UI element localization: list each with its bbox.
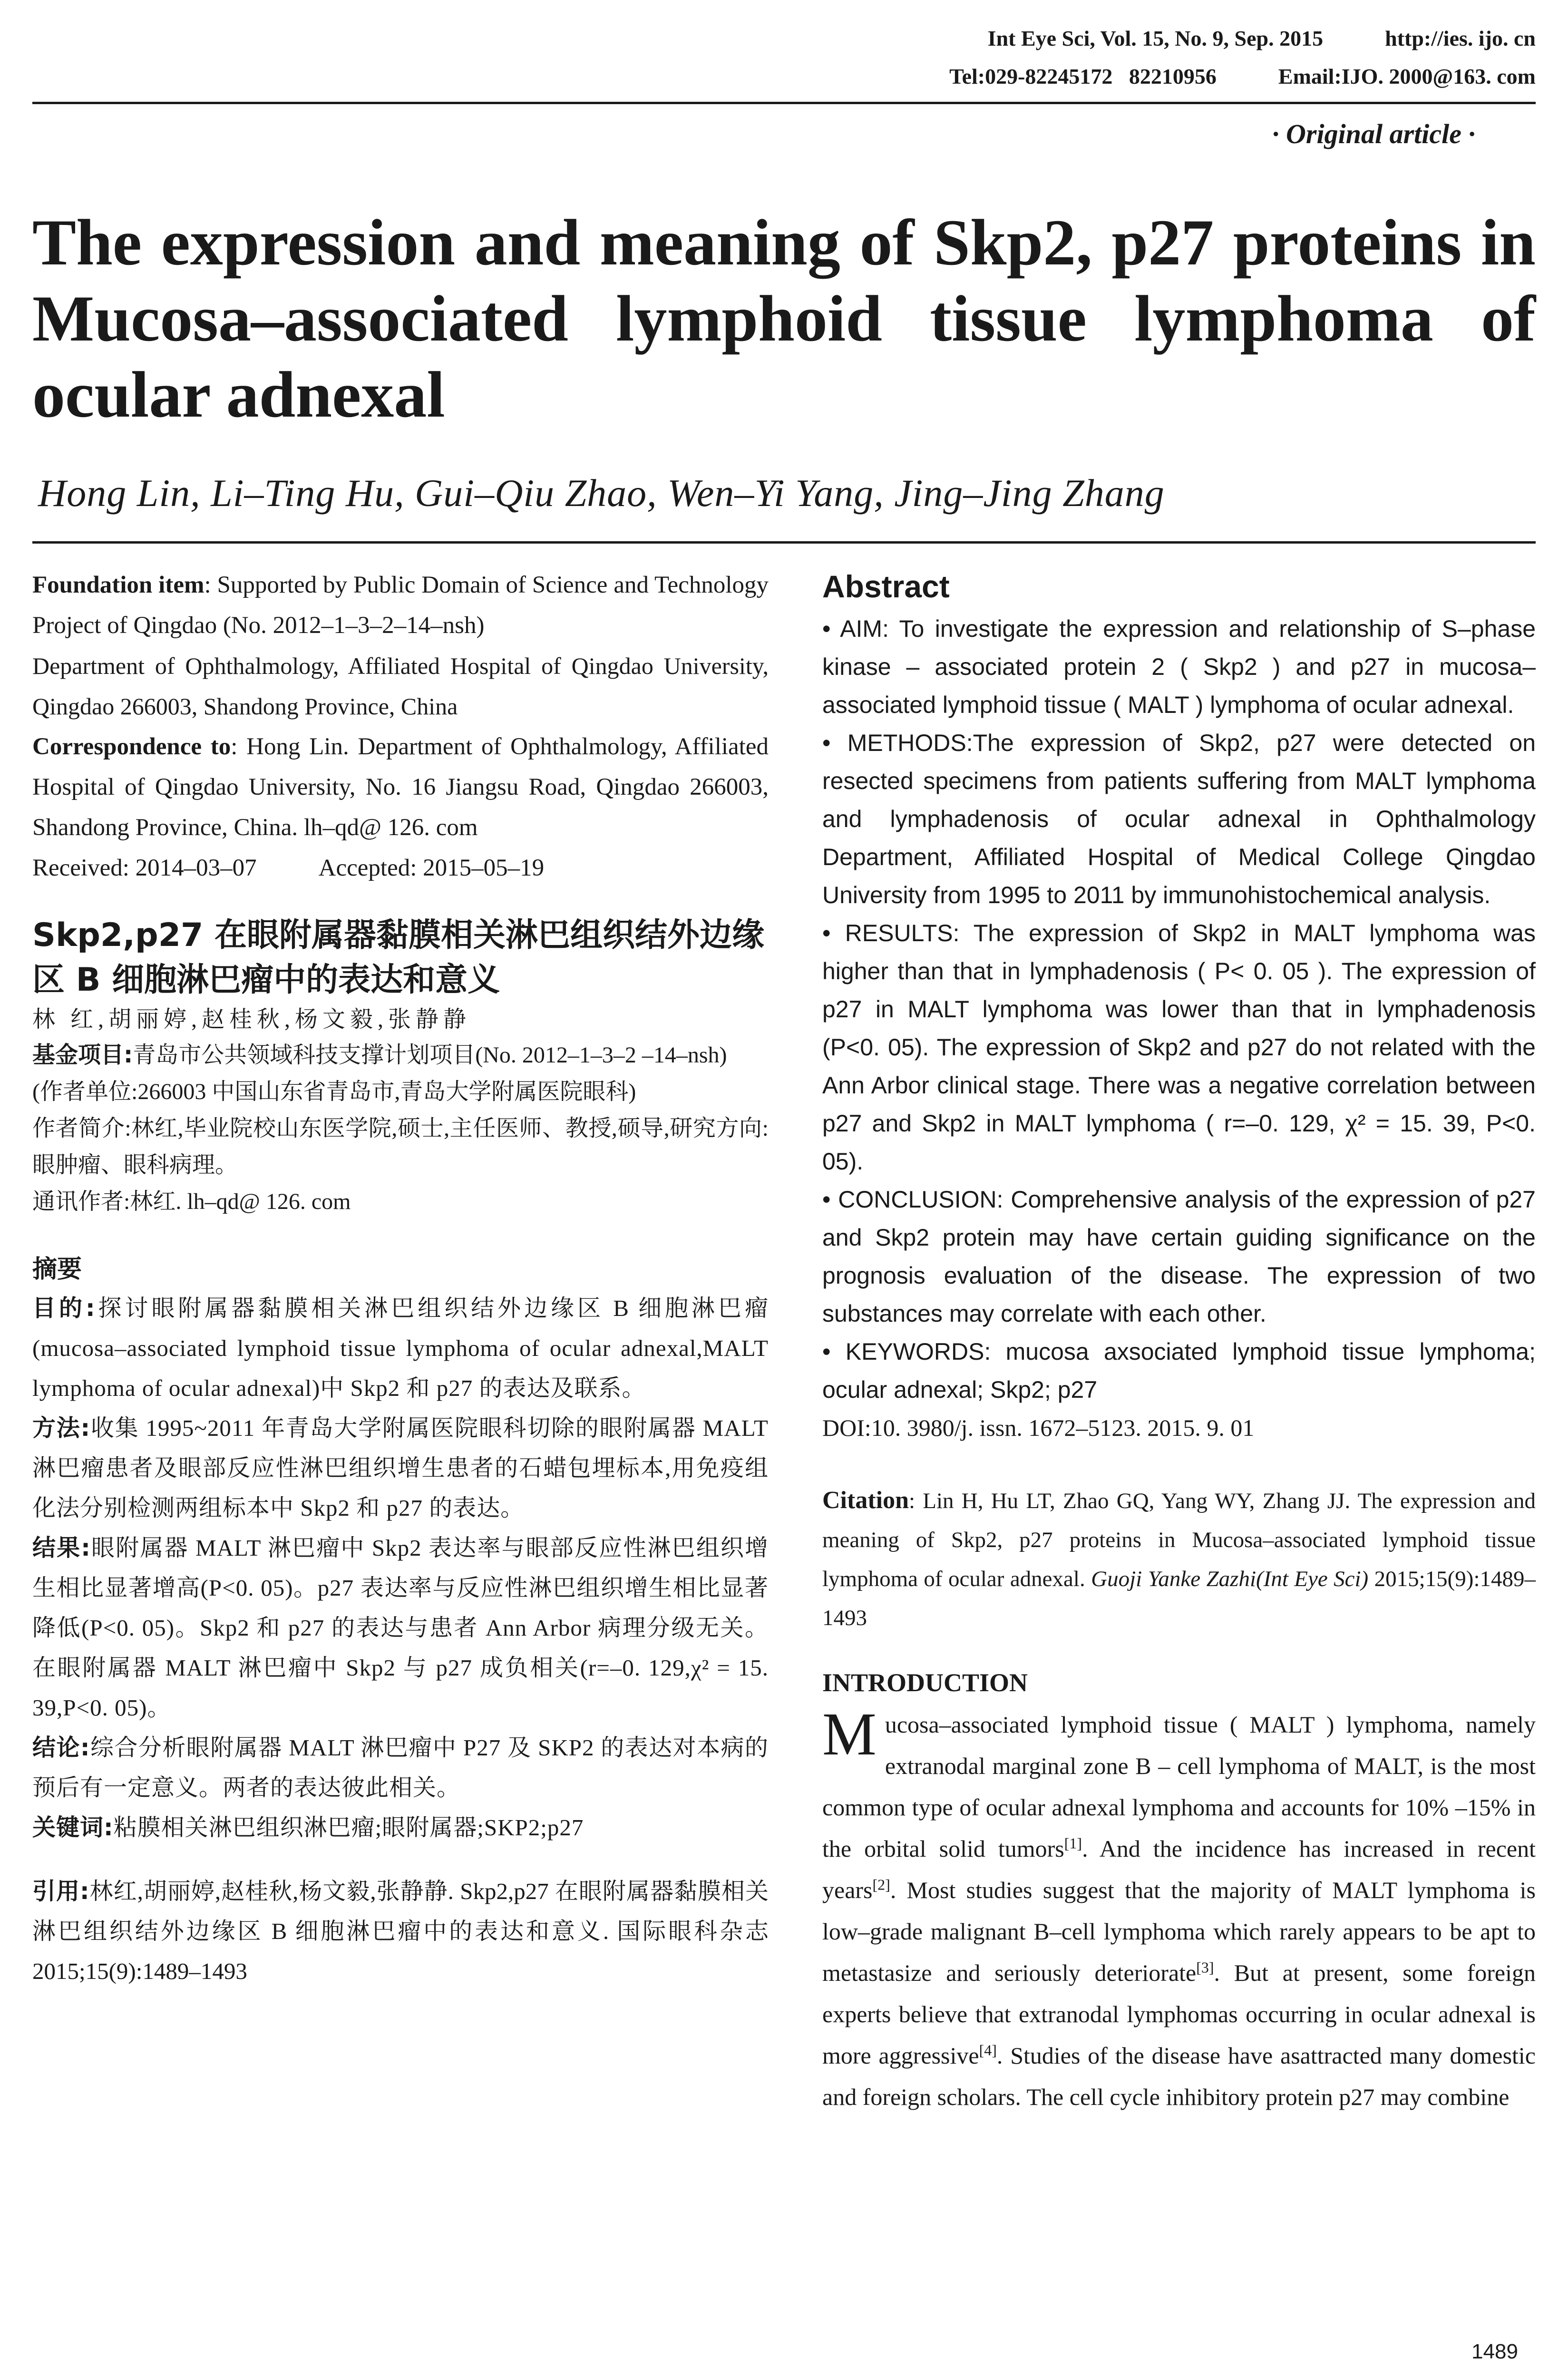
chinese-aim-text: 探讨眼附属器黏膜相关淋巴组织结外边缘区 B 细胞淋巴瘤(mucosa–associated lymphoid tissue lymphoma of ocular adnexal,MALT lymphoma of ocular adnexal)中 Skp2 和 p27 的表达及联系。 [32, 1295, 769, 1401]
left-column [32, 565, 769, 1991]
chinese-author-bio: 作者简介:林红,毕业院校山东医学院,硕士,主任医师、教授,硕导,研究方向:眼肿瘤、眼科病理。 [32, 1116, 769, 1178]
chinese-conclusion-text: 综合分析眼附属器 MALT 淋巴瘤中 P27 及 SKP2 的表达对本病的预后有一定意义。两者的表达彼此相关。 [32, 1734, 769, 1801]
citation-label: Citation [822, 1487, 909, 1514]
abstract-methods [822, 724, 1536, 914]
introduction-heading: INTRODUCTION [822, 1668, 1028, 1697]
chinese-fund-label: 基金项目: [32, 1042, 133, 1068]
journal-url: http://ies. ijo. cn [1385, 26, 1536, 50]
foundation-item [32, 565, 769, 646]
intro-text-1: ucosa–associated lymphoid tissue ( MALT ) lymphoma, namely extranodal marginal zone B – cell lymphoma of MALT, is the most common type of ocular adnexal lymphoma and accounts for 10% –15% in the orbital solid tumors [822, 1711, 1536, 1862]
journal-email: Email:IJO. 2000@163. com [1278, 64, 1536, 88]
chinese-fund [32, 1037, 769, 1073]
paper-title: The expression and meaning of Skp2, p27 proteins in Mucosa–associated lymphoid tissue lymphoma of ocular adnexal [32, 206, 1536, 431]
chinese-fund-text: 青岛市公共领域科技支撑计划项目(No. 2012–1–3–2 –14–nsh) [133, 1042, 727, 1068]
article-type: · Original article · [1272, 118, 1475, 149]
chinese-keywords-text: 粘膜相关淋巴组织淋巴瘤;眼附属器;SKP2;p27 [113, 1814, 584, 1841]
abstract-heading: Abstract [822, 569, 950, 604]
citation-text: : Lin H, Hu LT, Zhao GQ, Yang WY, Zhang JJ. The expression and meaning of Skp2, p27 proteins in Mucosa–associated lymphoid tissue lymphoma of ocular adnexal. [822, 1489, 1536, 1591]
doi: DOI:10. 3980/j. issn. 1672–5123. 2015. 9. 01 [822, 1414, 1255, 1441]
chinese-citation-label: 引用: [32, 1878, 89, 1905]
title-divider [32, 541, 1536, 544]
foundation-label: Foundation item [32, 572, 205, 598]
abstract-aim [822, 610, 1536, 724]
received-accepted-dates [32, 848, 769, 888]
chinese-results [32, 1528, 769, 1728]
chinese-aim-label: 目的: [32, 1295, 96, 1322]
results-label: • RESULTS: [822, 920, 960, 946]
chinese-keywords-label: 关键词: [32, 1814, 114, 1841]
accepted-date: Accepted: 2015–05–19 [318, 855, 545, 881]
department: Department of Ophthalmology, Affiliated Hospital of Qingdao University, Qingdao 266003, Shandong Province, China [32, 653, 769, 720]
chinese-results-label: 结果: [32, 1534, 91, 1561]
foundation-text: : Supported by Public Domain of Science and Technology Project of Qingdao (No. 2012–1–3–2–14–nsh) [32, 572, 769, 639]
methods-label: • METHODS: [822, 730, 973, 756]
right-column [822, 565, 1536, 2118]
header-row-journal [988, 26, 1536, 51]
received-date: Received: 2014–03–07 [32, 855, 257, 881]
reference-3[interactable]: [3] [1196, 1958, 1214, 1976]
chinese-conclusion [32, 1728, 769, 1808]
keywords-text: mucosa axsociated lymphoid tissue lymphoma; ocular adnexal; Skp2; p27 [822, 1338, 1536, 1403]
methods-text: The expression of Skp2, p27 were detected on resected specimens from patients suffering from MALT lymphoma and lymphadenosis of ocular adnexal in Ophthalmology Department, Affiliated Hospital of Medical College Qingdao University from 1995 to 2011 by immunohistochemical analysis. [822, 730, 1536, 908]
chinese-aim [32, 1288, 769, 1408]
introduction-body [822, 1700, 1536, 2118]
running-header [32, 21, 1536, 104]
abstract-results [822, 914, 1536, 1180]
aim-label: • AIM: [822, 615, 889, 642]
intro-text-2: . And the incidence has increased in recent years [822, 1835, 1536, 1903]
citation-journal: Guoji Yanke Zazhi(Int Eye Sci) [1091, 1567, 1369, 1591]
chinese-citation [32, 1871, 769, 1991]
chinese-results-text: 眼附属器 MALT 淋巴瘤中 Skp2 表达率与眼部反应性淋巴组织增生相比显著增高(P<0. 05)。p27 表达率与反应性淋巴组织增生相比显著降低(P<0. 05)。Skp2 和 p27 的表达与患者 Ann Arbor 病理分级无关。在眼附属器 MALT 淋巴瘤中 Skp2 与 p27 成负相关(r=–0. 129,χ² = 15. 39,P<0. 05)。 [32, 1535, 769, 1721]
journal-citation: Int Eye Sci, Vol. 15, No. 9, Sep. 2015 [987, 26, 1324, 50]
conclusion-text: Comprehensive analysis of the expression of p27 and Skp2 protein may have certain guiding significance on the prognosis evaluation of the disease. The expression of two substances may correlate with each other. [822, 1186, 1536, 1327]
correspondence [32, 727, 769, 848]
keywords-label: • KEYWORDS: [822, 1338, 991, 1365]
chinese-abstract-heading: 摘要 [32, 1255, 82, 1284]
reference-2[interactable]: [2] [872, 1876, 890, 1893]
intro-text-5: . Studies of the disease have asattracted many domestic and foreign scholars. The cell cycle inhibitory protein p27 may combine [822, 2042, 1536, 2110]
chinese-methods-label: 方法: [32, 1414, 91, 1442]
chinese-citation-text: 林红,胡丽婷,赵桂秋,杨文毅,张静静. Skp2,p27 在眼附属器黏膜相关淋巴组织结外边缘区 B 细胞淋巴瘤中的表达和意义. 国际眼科杂志 2015;15(9):1489–1493 [32, 1878, 769, 1984]
intro-text-4: . But at present, some foreign experts believe that extranodal lymphomas occurring in ocular adnexal is more aggressive [822, 1959, 1536, 2069]
results-text: The expression of Skp2 in MALT lymphoma was higher than that in lymphadenosis ( P< 0. 05 ). The expression of p27 in MALT lymphoma was lower than that in lymphadenosis (P<0. 05). The expression of Skp2 and p27 do not related with the Ann Arbor clinical stage. There was a negative correlation between p27 and Skp2 in MALT lymphoma ( r=–0. 129, χ² = 15. 39, P<0. 05). [822, 920, 1536, 1175]
citation-end: 2015;15(9):1489–1493 [822, 1567, 1536, 1630]
chinese-affiliation: (作者单位:266003 中国山东省青岛市,青岛大学附属医院眼科) [32, 1079, 636, 1104]
chinese-keywords [32, 1808, 769, 1848]
correspondence-label: Correspondence to [32, 733, 231, 760]
drop-cap: M [822, 1700, 877, 1768]
chinese-methods [32, 1408, 769, 1528]
chinese-conclusion-label: 结论: [32, 1734, 90, 1761]
aim-text: To investigate the expression and relationship of S–phase kinase – associated protein 2 ( Skp2 ) and p27 in mucosa– associated lymphoid tissue ( MALT ) lymphoma of ocular adnexal. [822, 615, 1536, 718]
header-row-contact [949, 64, 1536, 89]
reference-1[interactable]: [1] [1064, 1834, 1082, 1852]
intro-text-3: . Most studies suggest that the majority of MALT lymphoma is low–grade malignant B–cell lymphoma which rarely appears to be apt to metastasize and seriously deteriorate [822, 1877, 1536, 1986]
author-list: Hong Lin, Li–Ting Hu, Gui–Qiu Zhao, Wen–Yi Yang, Jing–Jing Zhang [38, 471, 1165, 515]
abstract-keywords [822, 1333, 1536, 1409]
english-citation [822, 1481, 1536, 1637]
journal-tel: Tel:029-82245172 82210956 [949, 64, 1217, 88]
chinese-corresponding-author: 通讯作者:林红. lh–qd@ 126. com [32, 1189, 351, 1214]
chinese-methods-text: 收集 1995~2011 年青岛大学附属医院眼科切除的眼附属器 MALT 淋巴瘤患者及眼部反应性淋巴组织增生患者的石蜡包埋标本,用免疫组化法分别检测两组标本中 Skp2 和 p27 的表达。 [32, 1415, 769, 1521]
correspondence-text: : Hong Lin. Department of Ophthalmology, Affiliated Hospital of Qingdao University, No. 16 Jiangsu Road, Qingdao 266003, Shandong Province, China. lh–qd@ 126. com [32, 733, 769, 841]
conclusion-label: • CONCLUSION: [822, 1186, 1003, 1213]
abstract-conclusion [822, 1180, 1536, 1333]
chinese-authors: 林 红,胡丽婷,赵桂秋,杨文毅,张静静 [32, 1007, 471, 1032]
page-number: 1489 [1471, 2340, 1518, 2363]
chinese-title: Skp2,p27 在眼附属器黏膜相关淋巴组织结外边缘区 B 细胞淋巴瘤中的表达和意义 [32, 916, 764, 999]
reference-4[interactable]: [4] [979, 2041, 997, 2059]
